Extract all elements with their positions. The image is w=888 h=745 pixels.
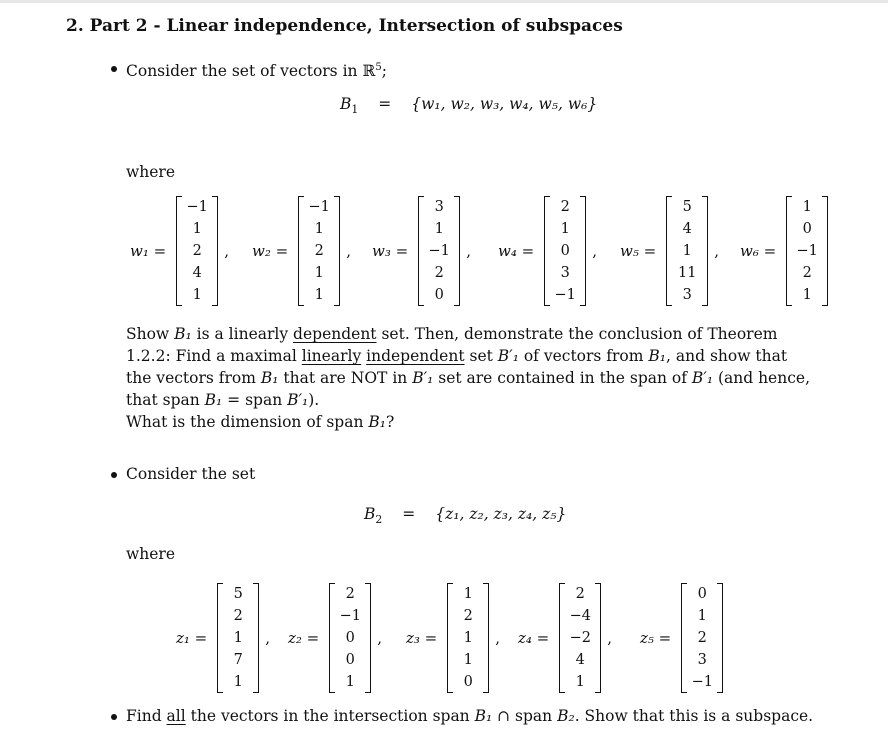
vector-label: w₂ = — [252, 242, 289, 260]
vector-z2 — [288, 583, 382, 693]
real-space-exponent: 5 — [375, 62, 382, 73]
bullet-point — [111, 714, 117, 720]
section-heading: 2. Part 2 - Linear independence, Intersection of subspaces — [66, 16, 623, 36]
matrix-entry: 1 — [192, 221, 202, 237]
matrix-entry: 0 — [802, 221, 812, 237]
matrix-entry: 3 — [560, 265, 570, 281]
matrix-entry: −1 — [308, 199, 330, 215]
matrix-entry: 0 — [697, 586, 707, 602]
matrix-entry: 2 — [463, 608, 473, 624]
text: set — [464, 347, 498, 365]
matrix-entry: −1 — [691, 674, 713, 690]
matrix-entry: 1 — [233, 630, 243, 646]
matrix-entry: 1 — [697, 608, 707, 624]
matrix-bracket — [544, 196, 586, 306]
vector-label: z₄ = — [518, 629, 550, 647]
matrix-entry: 3 — [434, 199, 444, 215]
math-b1: B₁ — [174, 325, 192, 343]
text: ). — [308, 391, 320, 409]
matrix-entry: −2 — [569, 630, 591, 646]
vector-label: w₄ = — [498, 242, 535, 260]
vector-w4 — [498, 196, 597, 306]
math-b1-prime: B′₁ — [497, 347, 519, 365]
set-b2-rel: = — [402, 505, 416, 523]
set-b2-rhs: {z₁, z₂, z₃, z₄, z₅} — [435, 505, 567, 523]
text: ∩ span — [492, 707, 558, 725]
text: set are contained in the span of — [433, 369, 692, 387]
vector-z1 — [176, 583, 270, 693]
matrix-entry: 5 — [233, 586, 243, 602]
separator-comma: , — [495, 629, 501, 647]
bullet1-text — [126, 57, 387, 82]
matrix-bracket — [559, 583, 601, 693]
matrix-entry: 4 — [575, 652, 585, 668]
bullet-point — [111, 66, 117, 72]
text: that span — [126, 391, 205, 409]
matrix-entry: 2 — [233, 608, 243, 624]
matrix-entry: 1 — [434, 221, 444, 237]
paragraph-line-5 — [126, 411, 810, 433]
real-space-symbol: ℝ — [362, 62, 376, 81]
matrix-entry: 1 — [575, 674, 585, 690]
text: set. Then, demonstrate the conclusion of Theorem — [376, 325, 778, 343]
math-b1: B₁ — [368, 413, 386, 431]
bullet-point — [111, 472, 117, 478]
matrix-entry: 7 — [233, 652, 243, 668]
separator-comma: , — [592, 242, 597, 260]
vector-label: z₂ = — [288, 629, 320, 647]
separator-comma: , — [466, 242, 471, 260]
vector-label: w₃ = — [372, 242, 409, 260]
problem-paragraph — [126, 323, 810, 433]
where-label-2: where — [126, 545, 176, 563]
matrix-entry: −1 — [428, 243, 450, 259]
matrix-entry: 0 — [345, 630, 355, 646]
matrix-entry: 4 — [682, 221, 692, 237]
text: of vectors from — [518, 347, 649, 365]
paragraph-line-2 — [126, 345, 810, 367]
matrix-entry: 1 — [682, 243, 692, 259]
text: What is the dimension of span — [126, 413, 369, 431]
vector-z5 — [640, 583, 723, 693]
paragraph-line-1 — [126, 323, 810, 345]
matrix-entry: −1 — [554, 287, 576, 303]
matrix-entry: 11 — [677, 265, 697, 281]
math-b1-prime: B′₁ — [691, 369, 714, 387]
matrix-entry: 2 — [345, 586, 355, 602]
matrix-entry: 1 — [233, 674, 243, 690]
vector-label: z₅ = — [640, 629, 672, 647]
math-b1: B₁ — [204, 391, 223, 409]
matrix-entry: 1 — [463, 652, 473, 668]
set-b1-rhs: {w₁, w₂, w₃, w₄, w₅, w₆} — [411, 95, 598, 113]
vector-label: w₁ = — [130, 242, 167, 260]
matrix-entry: 2 — [314, 243, 324, 259]
separator-comma: , — [265, 629, 271, 647]
matrix-entry: 2 — [802, 265, 812, 281]
text: the vectors in the intersection span — [185, 707, 475, 725]
matrix-bracket — [786, 196, 828, 306]
matrix-entry: 5 — [682, 199, 692, 215]
matrix-entry: 1 — [192, 287, 202, 303]
text: is a linearly — [191, 325, 294, 343]
matrix-entry: 1 — [463, 586, 473, 602]
text: Find — [126, 707, 167, 725]
math-b1: B₁ — [260, 369, 279, 387]
underlined-word: all — [166, 707, 186, 725]
matrix-bracket — [298, 196, 340, 306]
text: that are NOT in — [278, 369, 413, 387]
text: ? — [385, 413, 395, 431]
underlined-word: dependent — [293, 325, 377, 343]
text: the vectors from — [126, 369, 261, 387]
vector-w1 — [130, 196, 229, 306]
bullet1-prefix: Consider the set of vectors in — [126, 62, 363, 81]
vector-z3 — [406, 583, 500, 693]
set-b2-equation — [364, 505, 566, 526]
matrix-bracket — [666, 196, 708, 306]
matrix-bracket — [681, 583, 723, 693]
matrix-entry: 1 — [463, 630, 473, 646]
math-b1-prime: B′₁ — [412, 369, 434, 387]
matrix-entry: 1 — [314, 287, 324, 303]
matrix-entry: 1 — [560, 221, 570, 237]
matrix-entry: 2 — [575, 586, 585, 602]
math-b1: B₁ — [648, 347, 667, 365]
separator-comma: , — [377, 629, 383, 647]
vector-w2 — [252, 196, 351, 306]
vector-label: z₃ = — [406, 629, 438, 647]
vector-w6 — [740, 196, 828, 306]
set-b1-rel: = — [378, 95, 392, 113]
underlined-word: independent — [366, 347, 465, 365]
matrix-entry: −1 — [796, 243, 818, 259]
matrix-bracket — [329, 583, 371, 693]
matrix-entry: 2 — [697, 630, 707, 646]
vector-z4 — [518, 583, 612, 693]
paragraph-line-4 — [126, 389, 810, 411]
matrix-entry: 1 — [802, 287, 812, 303]
bullet2-text: Consider the set — [126, 465, 256, 483]
vector-label: w₆ = — [740, 242, 777, 260]
matrix-entry: −4 — [569, 608, 591, 624]
matrix-entry: 3 — [697, 652, 707, 668]
matrix-entry: 0 — [560, 243, 570, 259]
matrix-entry: 1 — [345, 674, 355, 690]
matrix-entry: 0 — [345, 652, 355, 668]
text: = span — [222, 391, 288, 409]
set-b1-lhs: B — [340, 95, 352, 113]
matrix-bracket — [447, 583, 489, 693]
top-border — [0, 0, 888, 3]
text: 1.2.2: Find a maximal — [126, 347, 302, 365]
text: . Show that this is a subspace. — [574, 707, 814, 725]
set-b2-lhs-sub: 2 — [375, 513, 383, 527]
paragraph-line-3 — [126, 367, 810, 389]
matrix-entry: 2 — [560, 199, 570, 215]
separator-comma: , — [346, 242, 351, 260]
underlined-word: linearly — [301, 347, 362, 365]
math-b2: B₂ — [557, 707, 575, 725]
matrix-bracket — [217, 583, 259, 693]
separator-comma: , — [607, 629, 613, 647]
bullet3-text — [126, 705, 813, 727]
matrix-bracket — [176, 196, 218, 306]
matrix-entry: 1 — [314, 265, 324, 281]
matrix-entry: 4 — [192, 265, 202, 281]
matrix-entry: −1 — [186, 199, 208, 215]
set-b1-equation — [340, 95, 597, 116]
separator-comma: , — [224, 242, 229, 260]
matrix-entry: 3 — [682, 287, 692, 303]
math-b1-prime: B′₁ — [287, 391, 309, 409]
text: Show — [126, 325, 175, 343]
matrix-entry: 1 — [314, 221, 324, 237]
vector-w3 — [372, 196, 471, 306]
text: , and show that — [666, 347, 788, 365]
separator-comma: , — [714, 242, 719, 260]
text: (and hence, — [713, 369, 810, 387]
matrix-bracket — [418, 196, 460, 306]
set-b2-lhs: B — [364, 505, 376, 523]
vector-label: z₁ = — [176, 629, 208, 647]
matrix-entry: 0 — [434, 287, 444, 303]
matrix-entry: −1 — [339, 608, 361, 624]
matrix-entry: 2 — [192, 243, 202, 259]
set-b1-lhs-sub: 1 — [351, 103, 359, 117]
where-label-1: where — [126, 163, 176, 181]
matrix-entry: 1 — [802, 199, 812, 215]
math-b1: B₁ — [474, 707, 493, 725]
vector-label: w₅ = — [620, 242, 657, 260]
matrix-entry: 0 — [463, 674, 473, 690]
matrix-entry: 2 — [434, 265, 444, 281]
bullet1-suffix: ; — [381, 62, 387, 81]
vector-w5 — [620, 196, 719, 306]
